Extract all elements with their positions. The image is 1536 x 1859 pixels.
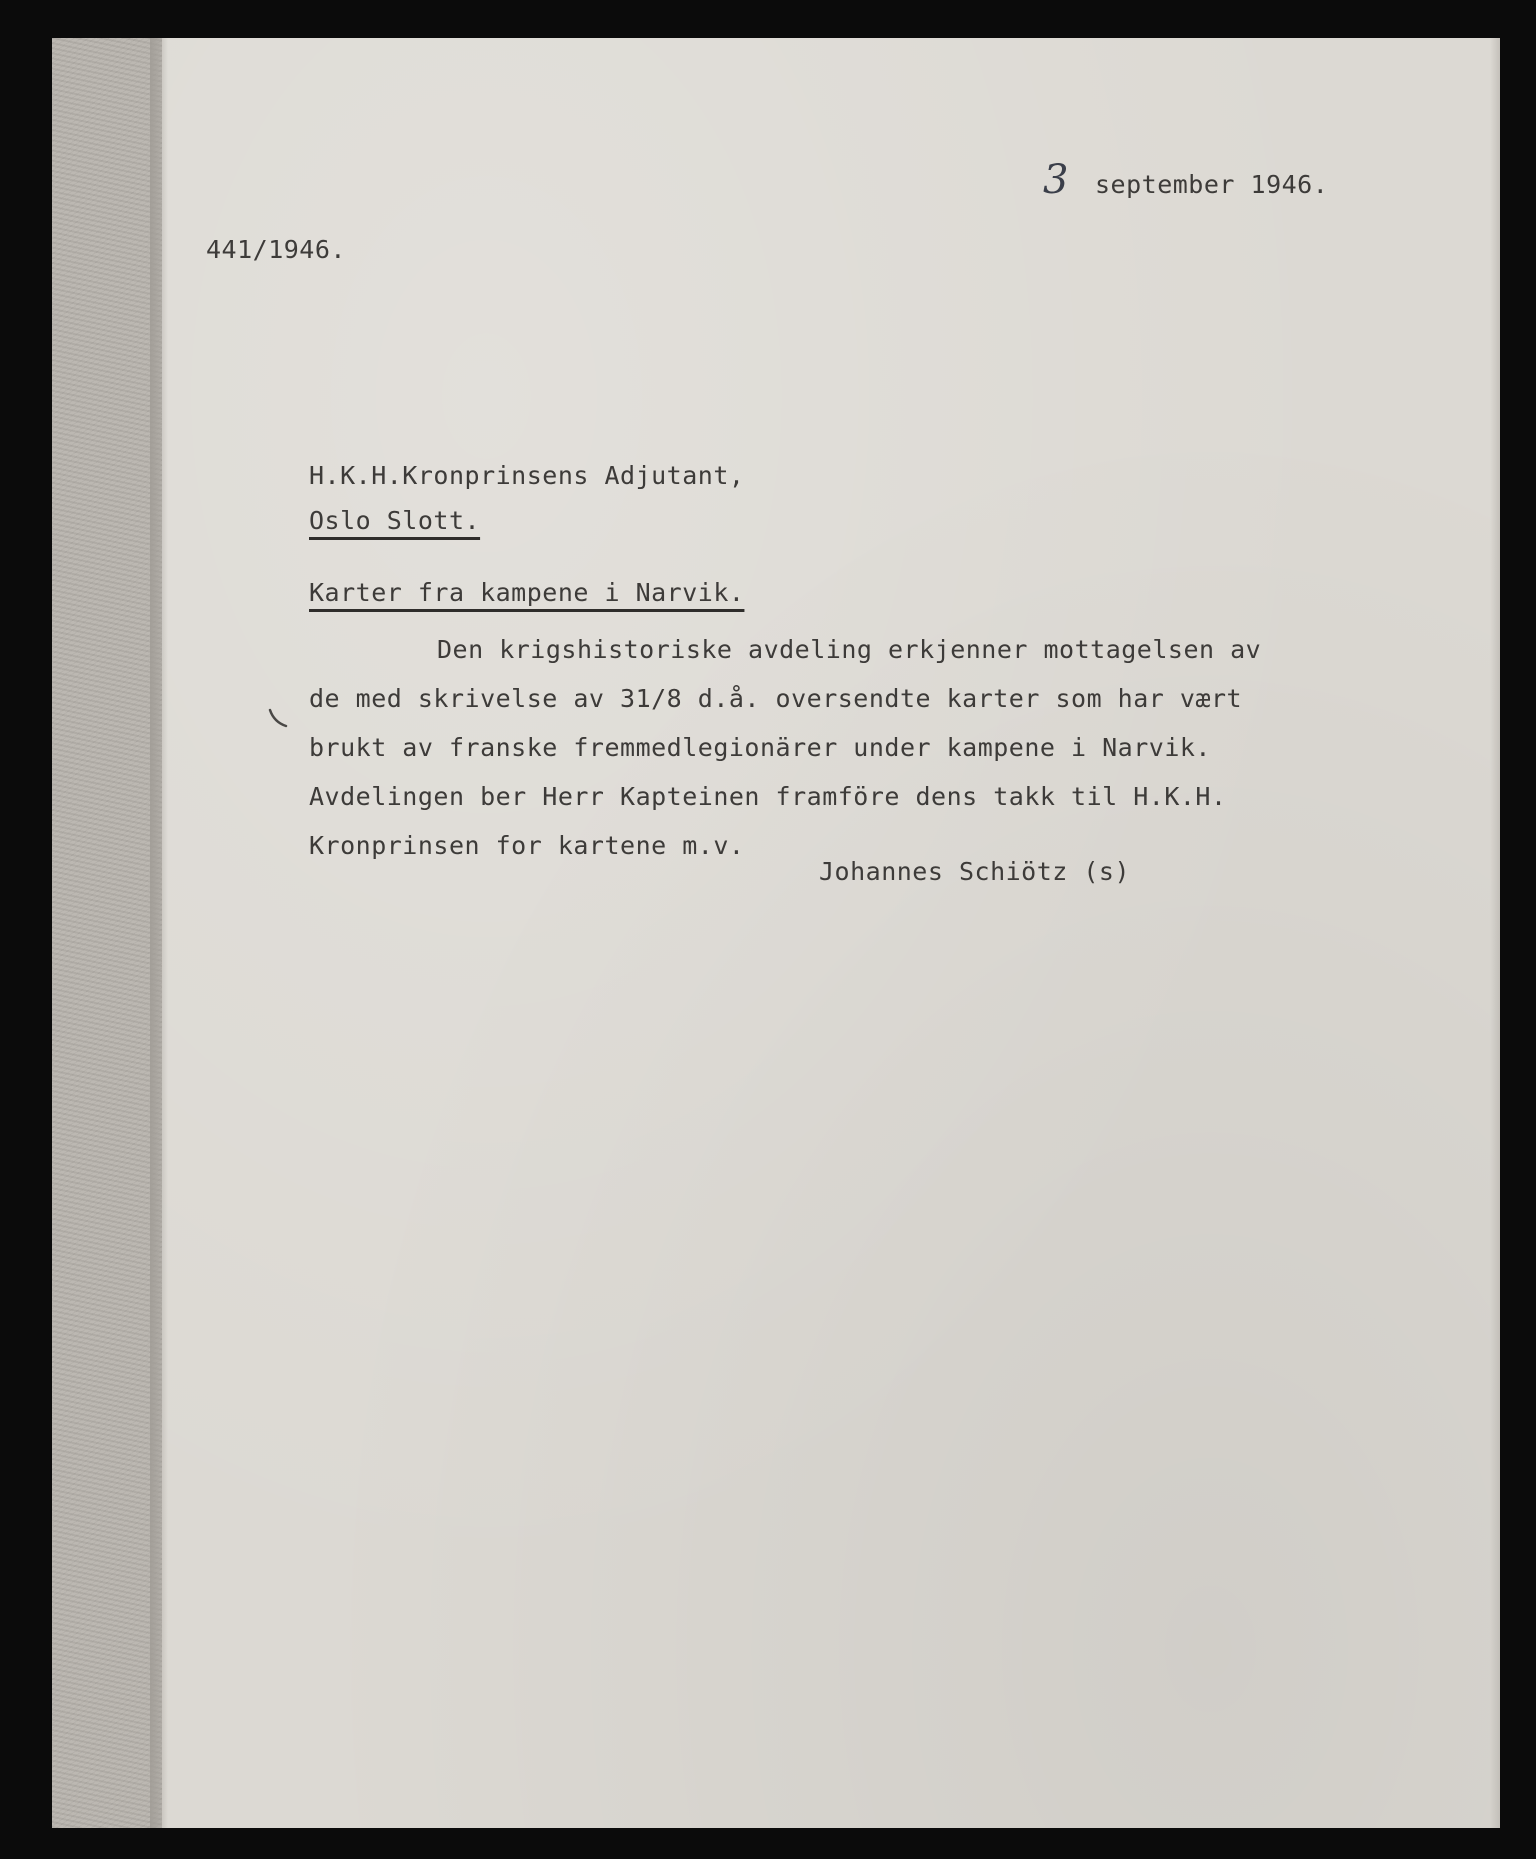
- signature-line: Johannes Schiötz (s): [819, 857, 1131, 886]
- body-line-2: de med skrivelse av 31/8 d.å. oversendte karter som har vært: [309, 684, 1243, 713]
- recipient-line-2: Oslo Slott.: [309, 506, 481, 535]
- handwritten-date-day: 3: [1043, 157, 1069, 203]
- body-line-3: brukt av franske fremmedlegionärer under kampene i Narvik.: [309, 733, 1211, 762]
- sheet-right-edge: [1490, 38, 1500, 1828]
- body-line-4: Avdelingen ber Herr Kapteinen framföre dens takk til H.K.H.: [309, 782, 1227, 811]
- letter-date: september 1946.: [1095, 170, 1329, 199]
- subject-line: Karter fra kampene i Narvik.: [309, 578, 745, 607]
- pencil-check-mark: [268, 708, 290, 730]
- reference-number: 441/1946.: [206, 235, 346, 264]
- body-line-5: Kronprinsen for kartene m.v.: [309, 831, 745, 860]
- body-line-1: Den krigshistoriske avdeling erkjenner mottagelsen av: [437, 635, 1262, 664]
- paper-sheet: [52, 38, 1500, 1828]
- binding-strip: [52, 38, 162, 1828]
- recipient-line-1: H.K.H.Kronprinsens Adjutant,: [309, 461, 745, 490]
- binding-edge-shadow: [150, 38, 168, 1828]
